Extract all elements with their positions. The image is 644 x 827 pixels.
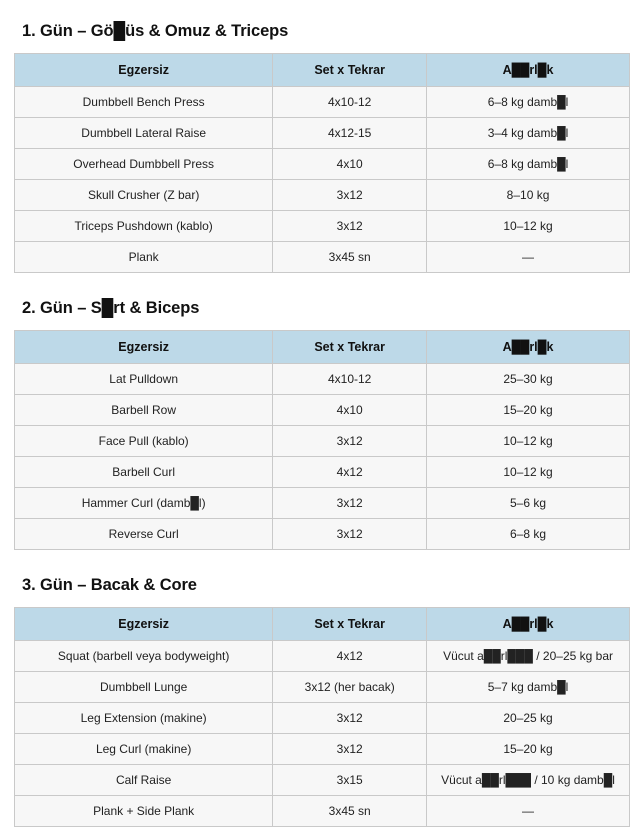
cell-sets-reps: 4x10 bbox=[273, 149, 427, 180]
cell-weight: 15–20 kg bbox=[427, 395, 630, 426]
table-row bbox=[15, 672, 630, 703]
table-row bbox=[15, 796, 630, 827]
section-title-day-2: 2. Gün – S█rt & Biceps bbox=[22, 299, 200, 317]
section-title-day-3: 3. Gün – Bacak & Core bbox=[22, 576, 197, 594]
cell-sets-reps: 3x12 bbox=[273, 703, 427, 734]
cell-sets-reps: 3x12 bbox=[273, 426, 427, 457]
cell-weight: 10–12 kg bbox=[427, 426, 630, 457]
cell-exercise: Dumbbell Lunge bbox=[15, 672, 273, 703]
table-row bbox=[15, 211, 630, 242]
cell-exercise: Reverse Curl bbox=[15, 519, 273, 550]
cell-sets-reps: 3x12 bbox=[273, 211, 427, 242]
cell-exercise: Face Pull (kablo) bbox=[15, 426, 273, 457]
cell-weight: 6–8 kg bbox=[427, 519, 630, 550]
cell-weight: 6–8 kg damb█l bbox=[427, 149, 630, 180]
table-row bbox=[15, 395, 630, 426]
cell-weight: 10–12 kg bbox=[427, 211, 630, 242]
column-header-exercise: Egzersiz bbox=[15, 54, 273, 87]
cell-sets-reps: 4x12 bbox=[273, 457, 427, 488]
workout-section-day-1 bbox=[14, 22, 630, 273]
cell-sets-reps: 3x45 sn bbox=[273, 796, 427, 827]
cell-exercise: Lat Pulldown bbox=[15, 364, 273, 395]
cell-weight: 10–12 kg bbox=[427, 457, 630, 488]
table-row bbox=[15, 364, 630, 395]
table-row bbox=[15, 149, 630, 180]
column-header-sets-reps: Set x Tekrar bbox=[273, 608, 427, 641]
column-header-weight: A██rl█k bbox=[427, 54, 630, 87]
column-header-sets-reps: Set x Tekrar bbox=[273, 331, 427, 364]
table-row bbox=[15, 519, 630, 550]
cell-sets-reps: 3x12 bbox=[273, 180, 427, 211]
column-header-exercise: Egzersiz bbox=[15, 608, 273, 641]
cell-sets-reps: 3x12 bbox=[273, 488, 427, 519]
section-title-day-1: 1. Gün – Gö█üs & Omuz & Triceps bbox=[22, 22, 289, 40]
workout-section-day-3 bbox=[14, 576, 630, 827]
cell-exercise: Barbell Curl bbox=[15, 457, 273, 488]
cell-sets-reps: 3x12 (her bacak) bbox=[273, 672, 427, 703]
cell-sets-reps: 4x12 bbox=[273, 641, 427, 672]
cell-exercise: Leg Extension (makine) bbox=[15, 703, 273, 734]
column-header-exercise: Egzersiz bbox=[15, 331, 273, 364]
cell-weight: 8–10 kg bbox=[427, 180, 630, 211]
cell-weight: 20–25 kg bbox=[427, 703, 630, 734]
workout-table-day-1 bbox=[14, 53, 630, 273]
workout-table-day-3 bbox=[14, 607, 630, 827]
workout-table-day-2 bbox=[14, 330, 630, 550]
cell-weight: 3–4 kg damb█l bbox=[427, 118, 630, 149]
table-row bbox=[15, 242, 630, 273]
cell-exercise: Plank + Side Plank bbox=[15, 796, 273, 827]
table-header-row bbox=[15, 331, 630, 364]
table-row bbox=[15, 734, 630, 765]
table-row bbox=[15, 87, 630, 118]
cell-exercise: Calf Raise bbox=[15, 765, 273, 796]
cell-exercise: Barbell Row bbox=[15, 395, 273, 426]
column-header-weight: A██rl█k bbox=[427, 608, 630, 641]
cell-weight: 5–7 kg damb█l bbox=[427, 672, 630, 703]
cell-weight: 25–30 kg bbox=[427, 364, 630, 395]
cell-weight: Vücut a██rl███ / 20–25 kg bar bbox=[427, 641, 630, 672]
workout-section-day-2 bbox=[14, 299, 630, 550]
table-row bbox=[15, 488, 630, 519]
table-row bbox=[15, 765, 630, 796]
cell-weight: Vücut a██rl███ / 10 kg damb█l bbox=[427, 765, 630, 796]
table-row bbox=[15, 703, 630, 734]
cell-sets-reps: 3x12 bbox=[273, 519, 427, 550]
cell-exercise: Triceps Pushdown (kablo) bbox=[15, 211, 273, 242]
table-row bbox=[15, 180, 630, 211]
table-row bbox=[15, 426, 630, 457]
table-row bbox=[15, 641, 630, 672]
cell-weight: 15–20 kg bbox=[427, 734, 630, 765]
cell-sets-reps: 4x10-12 bbox=[273, 364, 427, 395]
table-header-row bbox=[15, 54, 630, 87]
table-row bbox=[15, 457, 630, 488]
cell-exercise: Skull Crusher (Z bar) bbox=[15, 180, 273, 211]
cell-sets-reps: 3x12 bbox=[273, 734, 427, 765]
cell-sets-reps: 3x45 sn bbox=[273, 242, 427, 273]
cell-exercise: Overhead Dumbbell Press bbox=[15, 149, 273, 180]
cell-exercise: Dumbbell Lateral Raise bbox=[15, 118, 273, 149]
cell-weight: 6–8 kg damb█l bbox=[427, 87, 630, 118]
cell-exercise: Leg Curl (makine) bbox=[15, 734, 273, 765]
table-header-row bbox=[15, 608, 630, 641]
cell-sets-reps: 4x10-12 bbox=[273, 87, 427, 118]
cell-sets-reps: 3x15 bbox=[273, 765, 427, 796]
cell-exercise: Plank bbox=[15, 242, 273, 273]
cell-exercise: Dumbbell Bench Press bbox=[15, 87, 273, 118]
cell-sets-reps: 4x12-15 bbox=[273, 118, 427, 149]
cell-weight: 5–6 kg bbox=[427, 488, 630, 519]
cell-weight: — bbox=[427, 242, 630, 273]
column-header-weight: A██rl█k bbox=[427, 331, 630, 364]
cell-exercise: Squat (barbell veya bodyweight) bbox=[15, 641, 273, 672]
cell-weight: — bbox=[427, 796, 630, 827]
cell-exercise: Hammer Curl (damb█l) bbox=[15, 488, 273, 519]
cell-sets-reps: 4x10 bbox=[273, 395, 427, 426]
column-header-sets-reps: Set x Tekrar bbox=[273, 54, 427, 87]
table-row bbox=[15, 118, 630, 149]
